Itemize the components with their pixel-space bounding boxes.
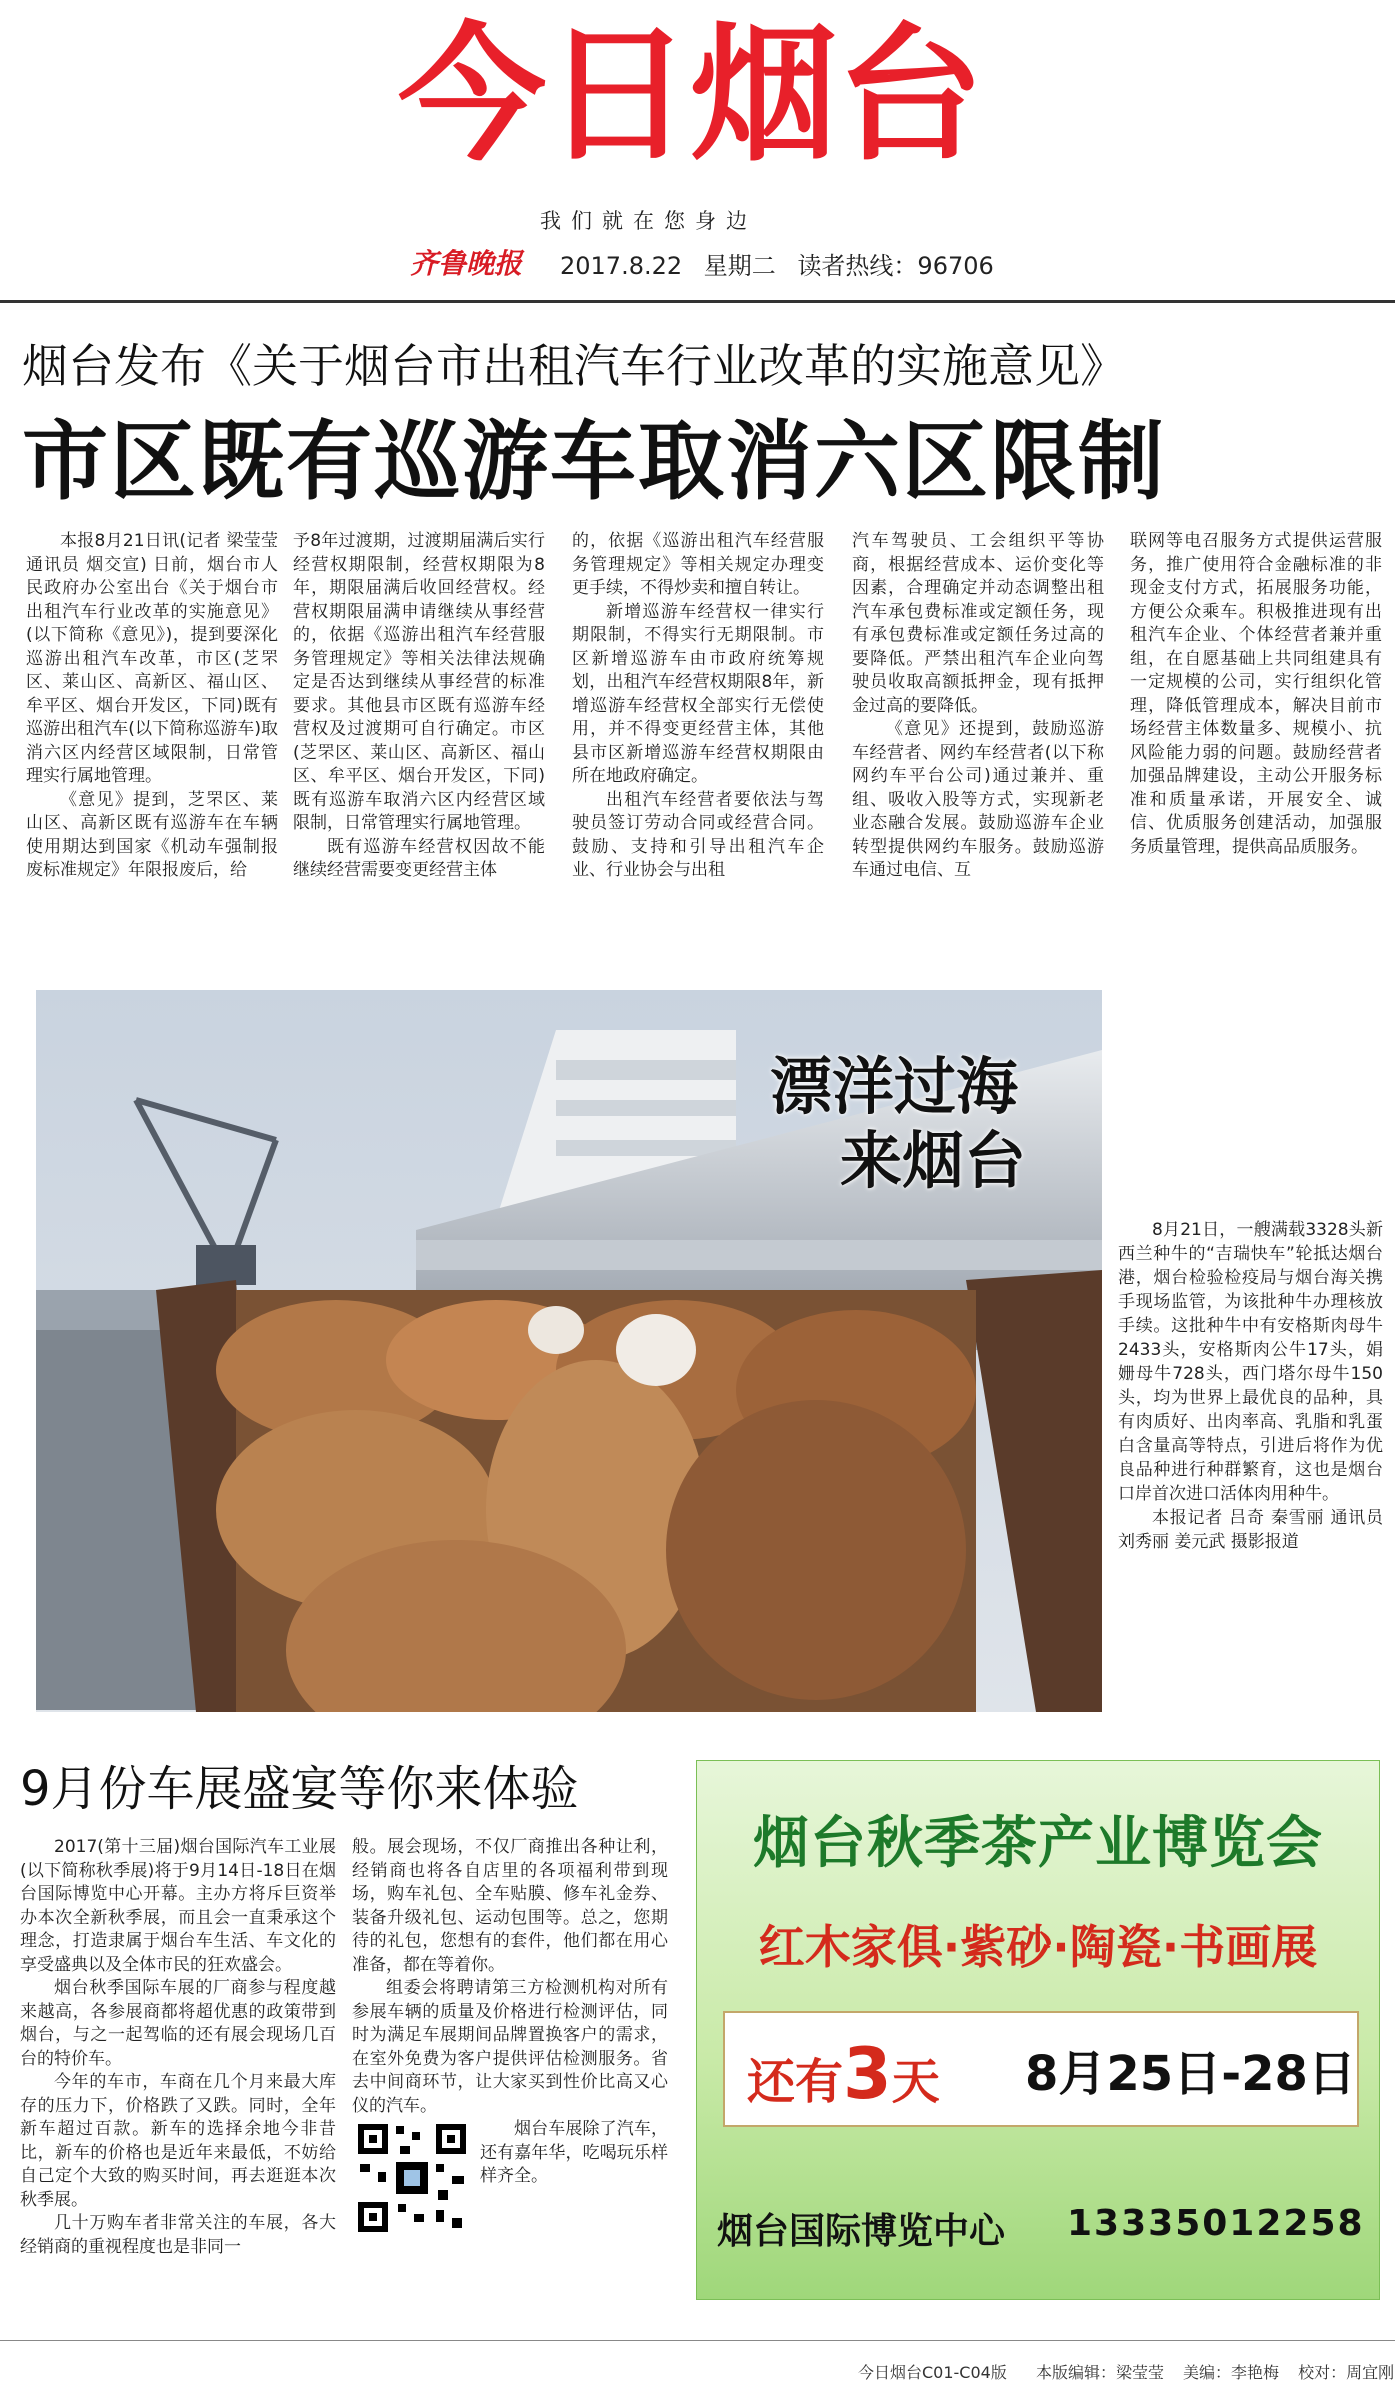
paragraph: 出租汽车经营者要依法与驾驶员签订劳动合同或经营合同。鼓励、支持和引导出租汽车企业、行业协会与出租	[572, 789, 824, 880]
lead-column-4	[852, 530, 1104, 883]
photo-credit: 本报记者 吕奇 秦雪丽 通讯员 刘秀丽 姜元武 摄影报道	[1118, 1508, 1383, 1552]
reader-hotline: 读者热线：96706	[797, 252, 994, 280]
paragraph: 2017(第十三届)烟台国际汽车工业展(以下简称秋季展)将于9月14日-18日在烟台国际博览中心开幕。主办方将斥巨资举办本次全新秋季展，而且会一直秉承这个理念，打造隶属于烟台车生活、车文化的享受盛典以及全体市民的狂欢盛会。	[20, 1837, 336, 1975]
car-expo-headline: 9月份车展盛宴等你来体验	[20, 1761, 579, 1817]
footer-divider	[0, 2340, 1395, 2341]
ad-countdown	[747, 2033, 940, 2115]
ad-venue: 烟台国际博览中心	[717, 2211, 1006, 2252]
footer-proofreader: 校对：周宜刚	[1298, 2363, 1395, 2382]
newspaper-brand: 齐鲁晚报	[410, 247, 523, 280]
paragraph: 《意见》还提到，鼓励巡游车经营者、网约车经营者(以下称网约车平台公司)通过兼并、重组、吸收入股等方式，实现新老业态融合发展。鼓励巡游车企业转型提供网约车服务。鼓励巡游车通过电信、互	[852, 719, 1104, 880]
countdown-prefix: 还有	[747, 2054, 844, 2110]
paragraph: 的，依据《巡游出租汽车经营服务管理规定》等相关规定办理变更手续，不得炒卖和擅自转让。	[572, 531, 824, 598]
qr-code-icon[interactable]	[352, 2118, 472, 2238]
masthead-slogan: 我们就在您身边	[540, 209, 757, 233]
ad-dates: 8月25日-28日	[1025, 2046, 1356, 2102]
paragraph: 本报8月21日讯(记者 梁莹莹 通讯员 烟交宣) 日前，烟台市人民政府办公室出台《关于烟台市出租汽车行业改革的实施意见》(以下简称《意见》)，提到要深化巡游出租汽车改革，市区(芝罘区、莱山区、高新区、福山区、牟平区、烟台开发区，下同)既有巡游出租汽车(以下简称巡游车)取消六区内经营区域限制，日常管理实行属地管理。	[26, 531, 278, 786]
lead-headline: 市区既有巡游车取消六区限制	[22, 412, 1166, 512]
photo-title	[770, 1050, 1026, 1198]
paragraph: 几十万购车者非常关注的车展，各大经销商的重视程度也是非同一	[20, 2213, 336, 2257]
ad-title: 烟台秋季茶产业博览会	[753, 1811, 1323, 1876]
lead-column-1	[26, 530, 278, 883]
paragraph: 《意见》提到，芝罘区、莱山区、高新区既有巡游车在车辆使用期达到国家《机动车强制报废标准规定》年限报废后，给	[26, 789, 278, 880]
paragraph: 组委会将聘请第三方检测机构对所有参展车辆的质量及价格进行检测评估，同时为满足车展期间品牌置换客户的需求，在室外免费为客户提供评估检测服务。省去中间商环节，让大家买到性价比高又心仪的汽车。	[352, 1978, 668, 2116]
page-footer	[858, 2360, 1394, 2383]
paragraph: 既有巡游车经营权因故不能继续经营需要变更经营主体	[293, 836, 545, 880]
paragraph: 般。展会现场，不仅厂商推出各种让利，经销商也将各自店里的各项福利带到现场，购车礼包、全车贴膜、修车礼金券、装备升级礼包、运动包围等。总之，您期待的礼包，您想有的套件，他们都在用心准备，都在等着你。	[352, 1837, 668, 1975]
lead-kicker: 烟台发布《关于烟台市出租汽车行业改革的实施意见》	[22, 339, 1126, 393]
issue-weekday: 星期二	[703, 252, 776, 280]
countdown-number: 3	[843, 2033, 892, 2115]
paragraph: 汽车驾驶员、工会组织平等协商，根据经营成本、运价变化等因素，合理确定并动态调整出租汽车承包费标准或定额任务，现有承包费标准或定额任务过高的要降低。严禁出租汽车企业向驾驶员收取高额抵押金，现有抵押金过高的要降低。	[852, 531, 1104, 716]
ad-countdown-box	[723, 2011, 1359, 2127]
photo-title-line: 漂洋过海	[770, 1050, 1019, 1123]
ad-subtitle: 红木家俱·紫砂·陶瓷·书画展	[758, 1920, 1318, 1974]
car-column-1	[20, 1836, 336, 2259]
ad-phone[interactable]: 13335012258	[1067, 2203, 1365, 2244]
paragraph: 烟台车展除了汽车，还有嘉年华，吃喝玩乐样样齐全。	[480, 2119, 668, 2186]
countdown-suffix: 天	[891, 2054, 940, 2110]
qr-placeholder-wrap	[352, 2118, 472, 2246]
dateline	[560, 246, 994, 281]
caption-text: 8月21日，一艘满载3328头新西兰种牛的“吉瑞快车”轮抵达烟台港，烟台检验检疫局与烟台海关携手现场监管，为该批种牛办理核放手续。这批种牛中有安格斯肉母牛2433头，安格斯肉公牛17头，娟姗母牛728头，西门塔尔母牛150头，均为世界上最优良的品种，具有肉质好、出肉率高、乳脂和乳蛋白含量高等特点，引进后将作为优良品种进行种群繁育，这也是烟台口岸首次进口活体肉用种牛。	[1118, 1220, 1383, 1504]
paragraph: 今年的车市，车商在几个月来最大库存的压力下，价格跌了又跌。同时，全年新车超过百款。新车的选择余地今非昔比，新车的价格也是近年来最低，不妨给自己定个大致的购买时间，再去逛逛本次秋季展。	[20, 2072, 336, 2210]
paragraph: 予8年过渡期，过渡期届满后实行经营权期限制，经营权期限为8年，期限届满后收回经营权。经营权期限届满申请继续从事经营的，依据《巡游出租汽车经营服务管理规定》等相关法律法规确定是否达到继续从事经营的标准要求。其他县市区既有巡游车经营权及过渡期可自行确定。市区(芝罘区、莱山区、高新区、福山区、牟平区、烟台开发区，下同)既有巡游车取消六区内经营区域限制，日常管理实行属地管理。	[293, 531, 545, 833]
footer-page: 今日烟台C01-C04版	[858, 2363, 1007, 2382]
footer-editor: 本版编辑：梁莹莹	[1035, 2363, 1164, 2382]
paragraph: 烟台秋季国际车展的厂商参与程度越来越高，各参展商都将超优惠的政策带到烟台，与之一起驾临的还有展会现场几百台的特价车。	[20, 1978, 336, 2069]
lead-column-3	[572, 530, 824, 883]
footer-designer: 美编：李艳梅	[1183, 2363, 1280, 2382]
masthead-divider	[0, 300, 1395, 303]
lead-column-5	[1130, 530, 1382, 859]
car-column-2	[352, 1836, 668, 2246]
masthead-title: 今日烟台	[398, 9, 982, 181]
paragraph: 联网等电召服务方式提供运营服务，推广使用符合金融标准的非现金支付方式，拓展服务功能，方便公众乘车。积极推进现有出租汽车企业、个体经营者兼并重组，在自愿基础上共同组建具有一定规模的公司，实行组织化管理，降低管理成本，解决目前市场经营主体数量多、规模小、抗风险能力弱的问题。鼓励经营者加强品牌建设，主动公开服务标准和质量承诺，开展安全、诚信、优质服务创建活动，加强服务质量管理，提供高品质服务。	[1130, 531, 1382, 857]
lead-column-2	[293, 530, 545, 883]
tea-expo-advertisement[interactable]	[696, 1760, 1380, 2300]
issue-date: 2017.8.22	[560, 252, 683, 280]
paragraph: 新增巡游车经营权一律实行期限制，不得实行无期限制。市区新增巡游车由市政府统筹规划，出租汽车经营权期限8年，新增巡游车经营权全部实行无偿使用，并不得变更经营主体，其他县市区新增巡游车经营权期限由所在地政府确定。	[572, 601, 824, 786]
photo-caption	[1118, 1218, 1383, 1554]
photo-title-line: 来烟台	[840, 1124, 1027, 1197]
